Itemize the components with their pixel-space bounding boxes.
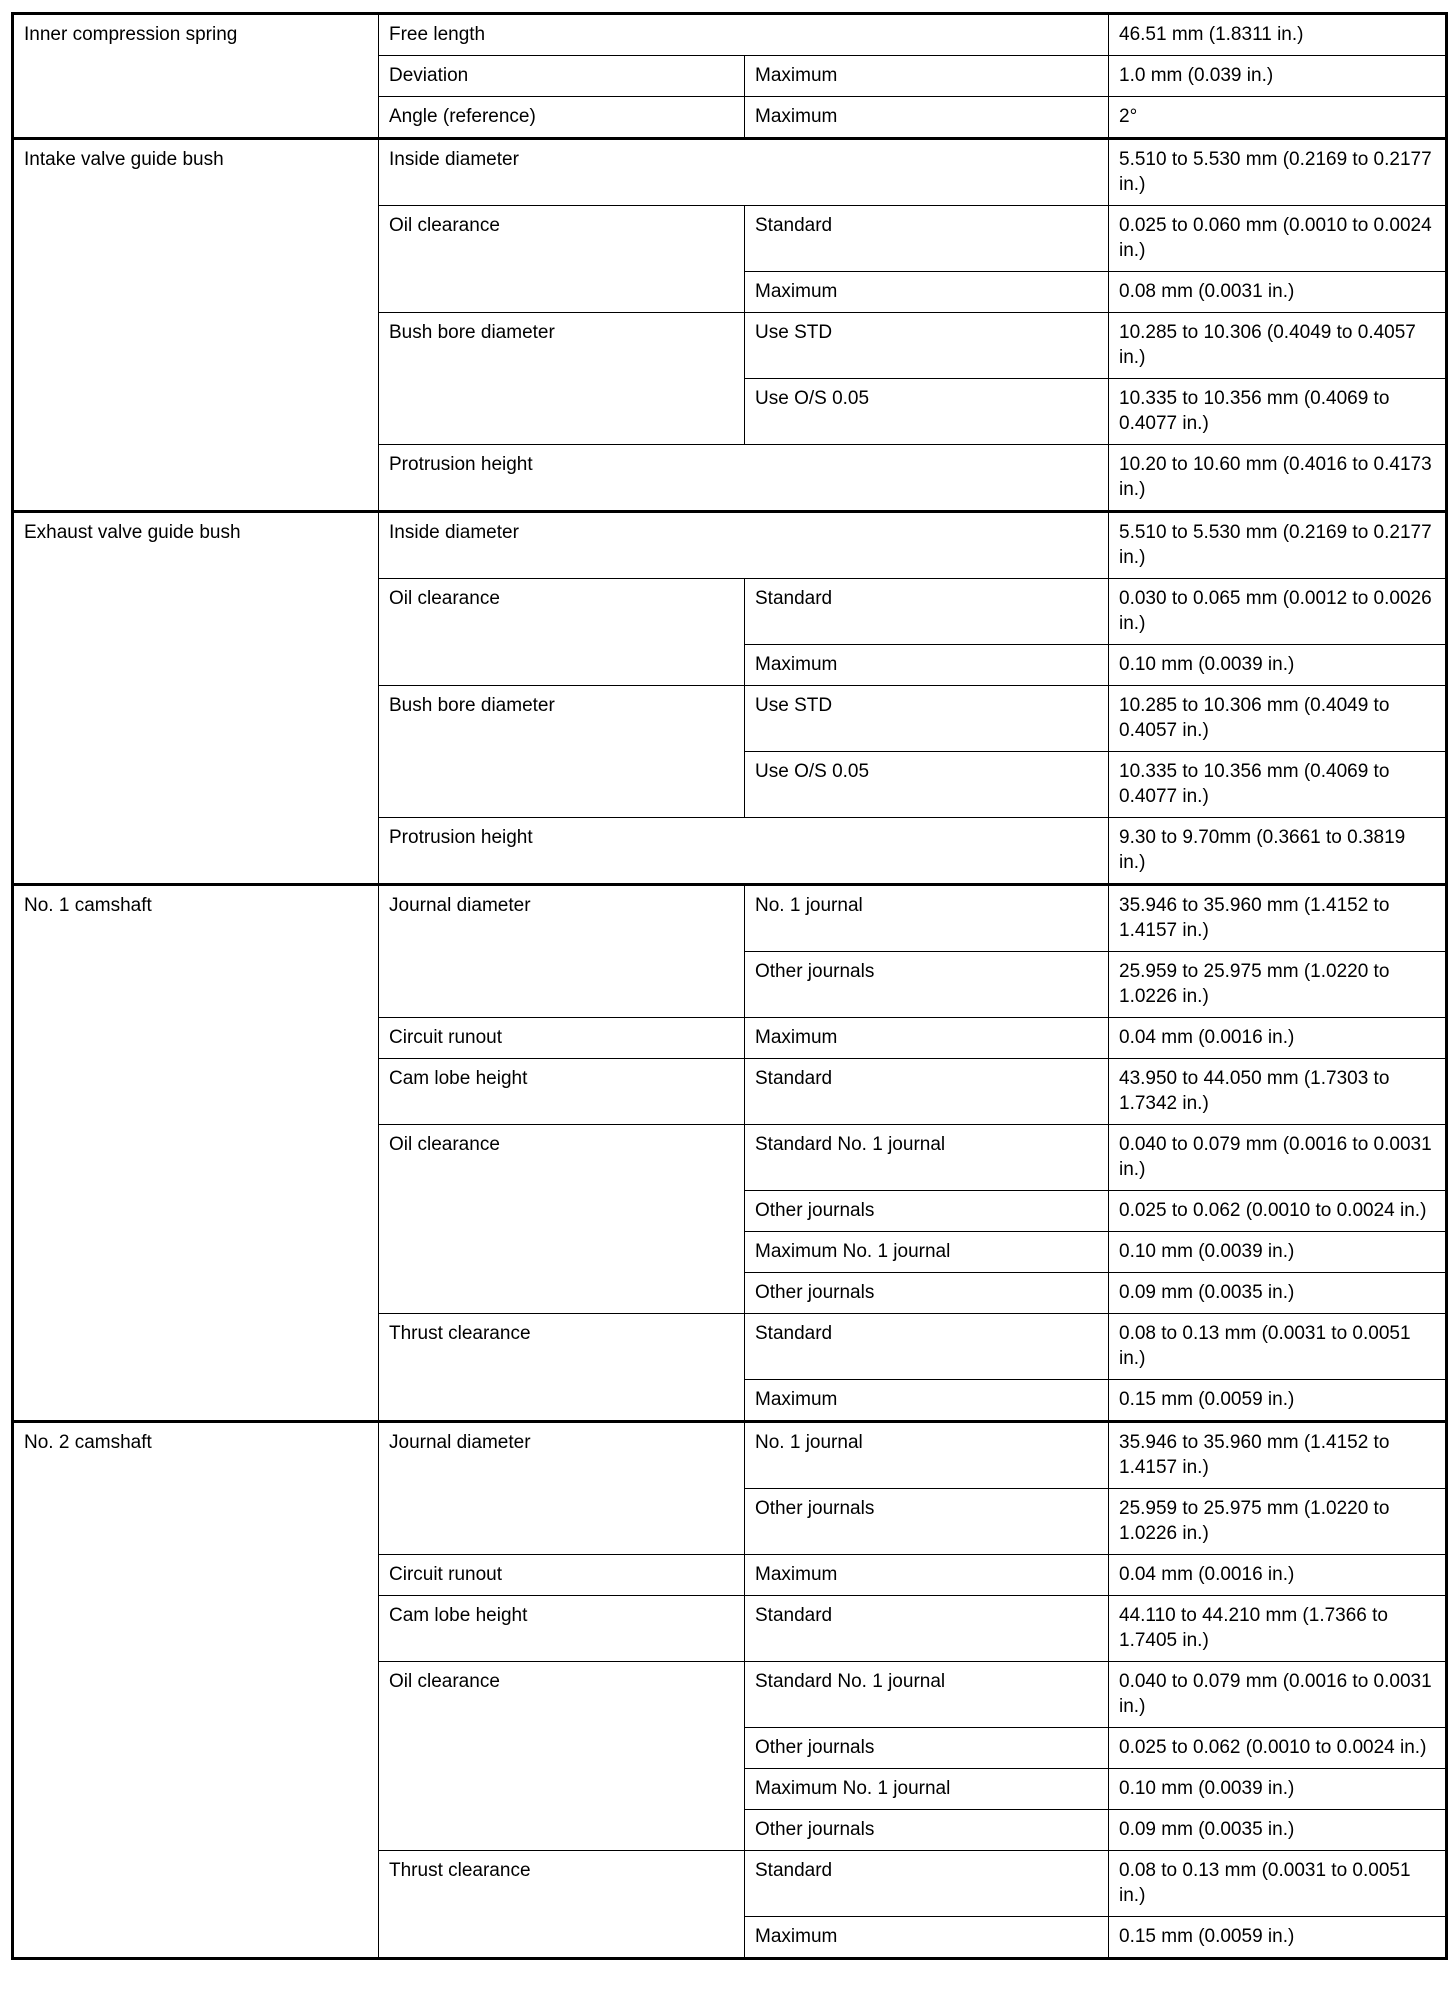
condition-cell: Use O/S 0.05 xyxy=(745,379,1109,445)
value-cell: 5.510 to 5.530 mm (0.2169 to 0.2177 in.) xyxy=(1109,139,1447,206)
property-cell: Journal diameter xyxy=(379,885,745,1018)
value-cell: 0.025 to 0.062 (0.0010 to 0.0024 in.) xyxy=(1109,1728,1447,1769)
value-cell: 0.15 mm (0.0059 in.) xyxy=(1109,1380,1447,1422)
value-cell: 0.10 mm (0.0039 in.) xyxy=(1109,1232,1447,1273)
value-cell: 1.0 mm (0.039 in.) xyxy=(1109,56,1447,97)
condition-cell: Use STD xyxy=(745,686,1109,752)
condition-cell: No. 1 journal xyxy=(745,885,1109,952)
value-cell: 0.04 mm (0.0016 in.) xyxy=(1109,1018,1447,1059)
value-cell: 10.20 to 10.60 mm (0.4016 to 0.4173 in.) xyxy=(1109,445,1447,512)
component-cell: Inner compression spring xyxy=(13,14,379,139)
property-cell: Thrust clearance xyxy=(379,1314,745,1422)
value-cell: 0.08 to 0.13 mm (0.0031 to 0.0051 in.) xyxy=(1109,1851,1447,1917)
condition-cell: Maximum xyxy=(745,1380,1109,1422)
table-row xyxy=(13,139,1447,206)
condition-cell: Maximum xyxy=(745,272,1109,313)
condition-cell: Maximum No. 1 journal xyxy=(745,1769,1109,1810)
condition-cell: Standard No. 1 journal xyxy=(745,1662,1109,1728)
property-cell: Circuit runout xyxy=(379,1018,745,1059)
condition-cell: Maximum xyxy=(745,1917,1109,1959)
condition-cell: Maximum xyxy=(745,56,1109,97)
value-cell: 25.959 to 25.975 mm (1.0220 to 1.0226 in.) xyxy=(1109,1489,1447,1555)
component-cell: No. 1 camshaft xyxy=(13,885,379,1422)
property-cell: Inside diameter xyxy=(379,512,1109,579)
value-cell: 35.946 to 35.960 mm (1.4152 to 1.4157 in.) xyxy=(1109,1422,1447,1489)
value-cell: 0.030 to 0.065 mm (0.0012 to 0.0026 in.) xyxy=(1109,579,1447,645)
condition-cell: Standard xyxy=(745,1314,1109,1380)
value-cell: 44.110 to 44.210 mm (1.7366 to 1.7405 in.) xyxy=(1109,1596,1447,1662)
value-cell: 0.040 to 0.079 mm (0.0016 to 0.0031 in.) xyxy=(1109,1662,1447,1728)
condition-cell: Standard xyxy=(745,579,1109,645)
property-cell: Bush bore diameter xyxy=(379,313,745,445)
value-cell: 5.510 to 5.530 mm (0.2169 to 0.2177 in.) xyxy=(1109,512,1447,579)
condition-cell: Other journals xyxy=(745,1810,1109,1851)
condition-cell: Maximum No. 1 journal xyxy=(745,1232,1109,1273)
value-cell: 0.025 to 0.062 (0.0010 to 0.0024 in.) xyxy=(1109,1191,1447,1232)
condition-cell: Other journals xyxy=(745,1191,1109,1232)
condition-cell: Other journals xyxy=(745,1273,1109,1314)
property-cell: Thrust clearance xyxy=(379,1851,745,1959)
condition-cell: Standard No. 1 journal xyxy=(745,1125,1109,1191)
value-cell: 10.335 to 10.356 mm (0.4069 to 0.4077 in.) xyxy=(1109,379,1447,445)
value-cell: 43.950 to 44.050 mm (1.7303 to 1.7342 in.) xyxy=(1109,1059,1447,1125)
value-cell: 0.09 mm (0.0035 in.) xyxy=(1109,1273,1447,1314)
condition-cell: Other journals xyxy=(745,1728,1109,1769)
property-cell: Journal diameter xyxy=(379,1422,745,1555)
condition-cell: Standard xyxy=(745,1851,1109,1917)
value-cell: 0.04 mm (0.0016 in.) xyxy=(1109,1555,1447,1596)
value-cell: 0.025 to 0.060 mm (0.0010 to 0.0024 in.) xyxy=(1109,206,1447,272)
condition-cell: Other journals xyxy=(745,1489,1109,1555)
value-cell: 25.959 to 25.975 mm (1.0220 to 1.0226 in.) xyxy=(1109,952,1447,1018)
value-cell: 0.040 to 0.079 mm (0.0016 to 0.0031 in.) xyxy=(1109,1125,1447,1191)
component-cell: Exhaust valve guide bush xyxy=(13,512,379,885)
condition-cell: Standard xyxy=(745,1596,1109,1662)
property-cell: Oil clearance xyxy=(379,579,745,686)
property-cell: Protrusion height xyxy=(379,818,1109,885)
table-row xyxy=(13,512,1447,579)
property-cell: Bush bore diameter xyxy=(379,686,745,818)
condition-cell: Maximum xyxy=(745,645,1109,686)
spec-table-body xyxy=(13,14,1447,1959)
value-cell: 46.51 mm (1.8311 in.) xyxy=(1109,14,1447,56)
component-cell: Intake valve guide bush xyxy=(13,139,379,512)
condition-cell: Standard xyxy=(745,206,1109,272)
value-cell: 35.946 to 35.960 mm (1.4152 to 1.4157 in.) xyxy=(1109,885,1447,952)
table-row xyxy=(13,1422,1447,1489)
property-cell: Oil clearance xyxy=(379,1662,745,1851)
condition-cell: Use O/S 0.05 xyxy=(745,752,1109,818)
property-cell: Oil clearance xyxy=(379,1125,745,1314)
condition-cell: Maximum xyxy=(745,1555,1109,1596)
value-cell: 0.10 mm (0.0039 in.) xyxy=(1109,645,1447,686)
condition-cell: No. 1 journal xyxy=(745,1422,1109,1489)
value-cell: 10.285 to 10.306 (0.4049 to 0.4057 in.) xyxy=(1109,313,1447,379)
property-cell: Angle (reference) xyxy=(379,97,745,139)
property-cell: Oil clearance xyxy=(379,206,745,313)
value-cell: 0.08 to 0.13 mm (0.0031 to 0.0051 in.) xyxy=(1109,1314,1447,1380)
property-cell: Cam lobe height xyxy=(379,1596,745,1662)
property-cell: Circuit runout xyxy=(379,1555,745,1596)
value-cell: 9.30 to 9.70mm (0.3661 to 0.3819 in.) xyxy=(1109,818,1447,885)
value-cell: 0.10 mm (0.0039 in.) xyxy=(1109,1769,1447,1810)
condition-cell: Maximum xyxy=(745,97,1109,139)
value-cell: 0.09 mm (0.0035 in.) xyxy=(1109,1810,1447,1851)
spec-table xyxy=(11,12,1448,1960)
property-cell: Protrusion height xyxy=(379,445,1109,512)
condition-cell: Standard xyxy=(745,1059,1109,1125)
condition-cell: Other journals xyxy=(745,952,1109,1018)
property-cell: Free length xyxy=(379,14,1109,56)
table-row xyxy=(13,14,1447,56)
table-row xyxy=(13,885,1447,952)
condition-cell: Use STD xyxy=(745,313,1109,379)
property-cell: Deviation xyxy=(379,56,745,97)
property-cell: Cam lobe height xyxy=(379,1059,745,1125)
value-cell: 2° xyxy=(1109,97,1447,139)
value-cell: 0.08 mm (0.0031 in.) xyxy=(1109,272,1447,313)
condition-cell: Maximum xyxy=(745,1018,1109,1059)
value-cell: 10.285 to 10.306 mm (0.4049 to 0.4057 in.) xyxy=(1109,686,1447,752)
value-cell: 0.15 mm (0.0059 in.) xyxy=(1109,1917,1447,1959)
property-cell: Inside diameter xyxy=(379,139,1109,206)
component-cell: No. 2 camshaft xyxy=(13,1422,379,1959)
value-cell: 10.335 to 10.356 mm (0.4069 to 0.4077 in.) xyxy=(1109,752,1447,818)
